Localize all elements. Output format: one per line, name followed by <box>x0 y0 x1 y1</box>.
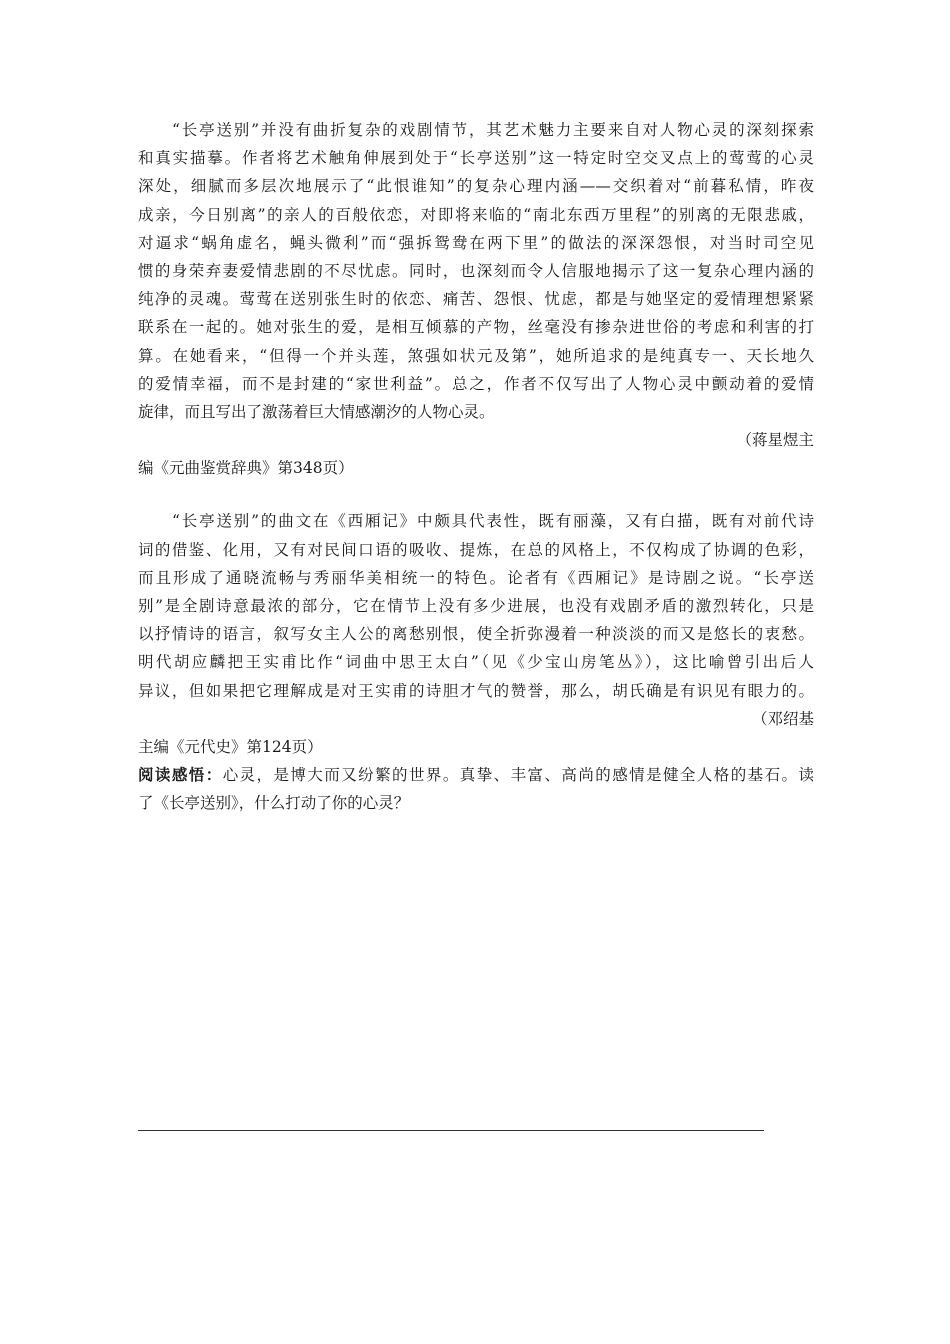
reflection-line-2: 了《长亭送别》，什么打动了你的心灵？ <box>138 794 410 813</box>
passage-2-line: 词的借鉴、化用，又有对民间口语的吸收、提炼，在总的风格上，不仅构成了协调的色彩， <box>138 540 814 559</box>
passage-2 <box>138 511 814 757</box>
passage-2-line: 异议，但如果把它理解成是对王实甫的诗胆才气的赞誉，那么，胡氏确是有识见有眼力的。 <box>138 681 814 700</box>
answer-line[interactable] <box>138 1130 764 1131</box>
passage-2-source: （邓绍基 <box>751 709 814 728</box>
passage-1-line: 惯的身荣弃妻爱情悲剧的不尽忧虑。同时，也深刻而令人信服地揭示了这一复杂心理内涵的 <box>138 261 814 280</box>
reflection-question <box>138 765 814 813</box>
passage-1-line: 成亲，今日别离”的亲人的百般依恋，对即将来临的“南北东西万里程”的别离的无限悲戚， <box>138 205 814 224</box>
passage-1-line: 的爱情幸福，而不是封建的“家世利益”。总之，作者不仅写出了人物心灵中颤动着的爱情 <box>138 374 814 393</box>
paragraph-gap <box>138 486 814 511</box>
passage-1-source: （蒋星煜主 <box>736 431 814 450</box>
passage-1-line: 联系在一起的。她对张生的爱，是相互倾慕的产物，丝毫没有掺杂进世俗的考虑和利害的打 <box>138 318 814 337</box>
reflection-text-1: 心灵，是博大而又纷繁的世界。真挚、丰富、高尚的感情是健全人格的基石。读 <box>222 766 814 785</box>
reflection-line-1 <box>138 765 814 785</box>
document-page <box>138 120 814 822</box>
reflection-label: 阅读感悟： <box>138 765 223 785</box>
passage-1-line: 算。在她看来，“但得一个并头莲，煞强如状元及第”，她所追求的是纯真专一、天长地久 <box>138 346 814 365</box>
passage-2-line: 以抒情诗的语言，叙写女主人公的离愁别恨，使全折弥漫着一种淡淡的而又是悠长的衷愁。 <box>138 625 814 644</box>
passage-2-line: “长亭送别”的曲文在《西厢记》中颇具代表性，既有丽藻，又有白描，既有对前代诗 <box>172 512 814 531</box>
passage-1-line: 深处，细腻而多层次地展示了“此恨谁知”的复杂心理内涵——交织着对“前暮私情，昨夜 <box>138 177 814 196</box>
passage-2-line: 明代胡应麟把王实甫比作“词曲中思王太白”（见《少宝山房笔丛》），这比喻曾引出后人 <box>138 653 814 672</box>
passage-2-line: 别”是全剧诗意最浓的部分，它在情节上没有多少进展，也没有戏剧矛盾的激烈转化，只是 <box>138 597 814 615</box>
passage-2-source-cont: 主编《元代史》第124页） <box>138 737 323 756</box>
passage-1 <box>138 120 814 478</box>
passage-1-line: 和真实描摹。作者将艺术触角伸展到处于“长亭送别”这一特定时空交叉点上的莺莺的心灵 <box>138 149 814 168</box>
passage-1-line: “长亭送别”并没有曲折复杂的戏剧情节，其艺术魅力主要来自对人物心灵的深刻探索 <box>172 121 814 139</box>
passage-1-line: 旋律，而且写出了激荡着巨大情感潮汐的人物心灵。 <box>138 402 495 421</box>
passage-2-line: 而且形成了通晓流畅与秀丽华美相统一的特色。论者有《西厢记》是诗剧之说。“长亭送 <box>138 568 814 587</box>
passage-1-line: 对逼求“蜗角虚名，蝇头微利”而“强拆鸳鸯在两下里”的做法的深深怨恨，对当时司空见 <box>138 233 814 252</box>
passage-1-source-cont: 编《元曲鉴赏辞典》第348页） <box>138 459 354 478</box>
passage-1-line: 纯净的灵魂。莺莺在送别张生时的依恋、痛苦、怨恨、忧虑，都是与她坚定的爱情理想紧紧 <box>138 290 814 309</box>
